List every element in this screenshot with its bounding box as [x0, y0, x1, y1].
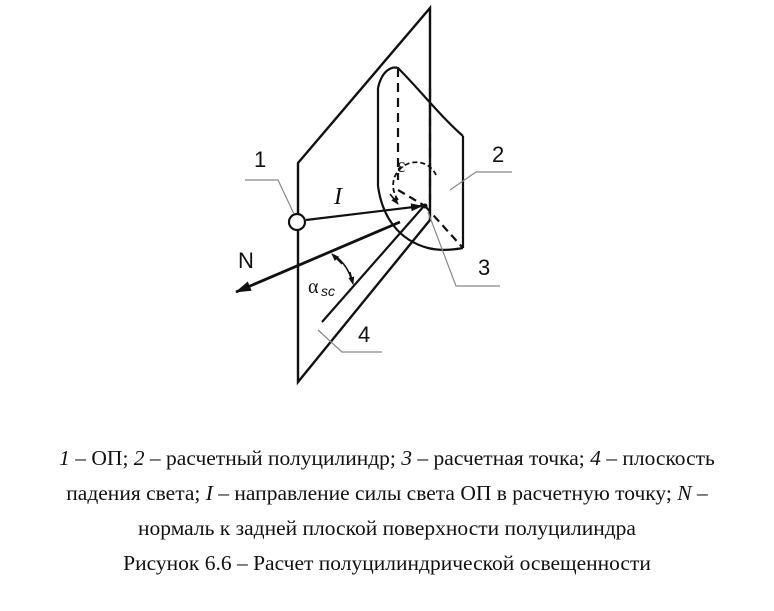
calculation-point: [423, 204, 428, 209]
legend-line-2: падения света; I – направление силы света ОП в расчетную точку; N –: [66, 481, 708, 505]
hidden-rear-edge: [398, 190, 425, 206]
leader-line-1: [245, 180, 294, 214]
label-I: I: [334, 184, 342, 210]
legend-line-3: нормаль к задней плоской поверхности полуцилиндра: [138, 516, 636, 540]
incidence-plane-line: [322, 206, 424, 322]
label-alpha-sub: sc: [321, 283, 335, 299]
legend-line-1: 1 – ОП; 2 – расчетный полуцилиндр; 3 – расчетная точка; 4 – плоскость: [59, 446, 715, 470]
label-1: 1: [254, 147, 267, 172]
label-2: 2: [492, 142, 505, 167]
label-N: N: [238, 248, 254, 273]
semicylinder-top-edge: [378, 68, 463, 136]
semicylinder: [378, 68, 463, 250]
light-source: [289, 214, 305, 230]
label-4: 4: [358, 322, 371, 347]
label-alpha: α: [308, 276, 319, 298]
leader-line-2: [450, 172, 512, 190]
intensity-direction-arrow: [306, 206, 422, 220]
epsilon-label: ε: [397, 155, 406, 177]
figure-title: Рисунок 6.6 – Расчет полуцилиндрической освещенности: [123, 551, 651, 575]
leader-line-4: [318, 330, 382, 352]
figure-caption: [0, 441, 774, 581]
label-3: 3: [478, 255, 491, 280]
alpha-arc-head-top: [332, 254, 342, 264]
